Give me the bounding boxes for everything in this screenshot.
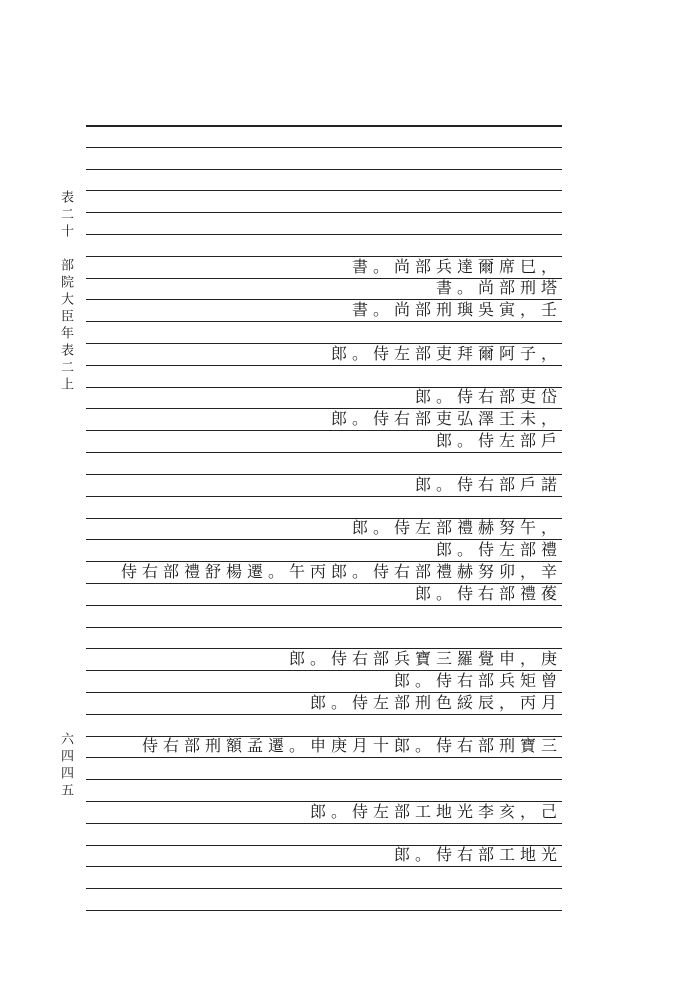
row-text: 書。尚部刑璵吳寅，壬 [351,300,562,320]
table-row [86,452,562,474]
rule-line [86,147,562,148]
table-row [86,343,562,365]
table-row [86,299,562,321]
row-text: 郎。侍右部工地光 [393,845,562,865]
page-number: 六四四五 [58,732,73,800]
row-text: 書。尚部兵達爾席巳， [351,256,562,276]
table-row [86,321,562,343]
rule-line [86,866,562,867]
table-row [86,430,562,452]
table-row [86,735,562,757]
rule-line [86,234,562,235]
table-row [86,539,562,561]
row-text: 郎。侍左部禮赫努午， [351,518,562,538]
rule-line [86,125,562,127]
table-row [86,583,562,605]
row-text: 郎。侍左部刑色綏辰，丙月 [309,692,562,712]
row-text: 郎。侍右部戶諾 [414,474,562,494]
table-row [86,844,562,866]
table-row [86,517,562,539]
table-row [86,801,562,823]
table-row [86,386,562,408]
table-row [86,670,562,692]
row-text: 書。尚部刑塔 [435,278,562,298]
row-text: 郎。侍右部吏弘澤王未， [330,409,562,429]
rule-line [86,212,562,213]
rule-line [86,888,562,889]
row-text: 郎。侍右部吏岱 [414,387,562,407]
table-row [86,277,562,299]
table-row [86,256,562,278]
year-table [86,125,562,915]
row-text: 郎。侍右部禮葰 [414,583,562,603]
table-row [86,474,562,496]
row-text: 侍右部禮舒楊遷。午丙郎。侍右部禮赫努卯，辛 [120,561,562,581]
table-row [86,779,562,801]
row-text: 郎。侍左部禮 [435,540,562,560]
rule-line [86,190,562,191]
row-text: 郎。侍右部兵寶三羅覺申，庚 [288,649,562,669]
table-row [86,692,562,714]
row-text: 郎。侍左部工地光李亥，己 [309,801,562,821]
table-row [86,605,562,627]
table-row [86,648,562,670]
table-row [86,714,562,736]
table-row [86,757,562,779]
row-text: 郎。侍右部兵矩曾 [393,670,562,690]
rule-line [86,910,562,911]
table-row [86,365,562,387]
table-row [86,496,562,518]
table-row [86,626,562,648]
table-row [86,561,562,583]
table-row [86,408,562,430]
row-text: 郎。侍左部吏拜爾阿子， [330,343,562,363]
row-text: 郎。侍左部戶 [435,431,562,451]
rule-line [86,169,562,170]
margin-title: 表二十 部院大臣年表二上 [58,190,73,394]
row-text: 侍右部刑額孟遷。申庚月十郎。侍右部刑寶三 [141,736,562,756]
table-row [86,823,562,845]
